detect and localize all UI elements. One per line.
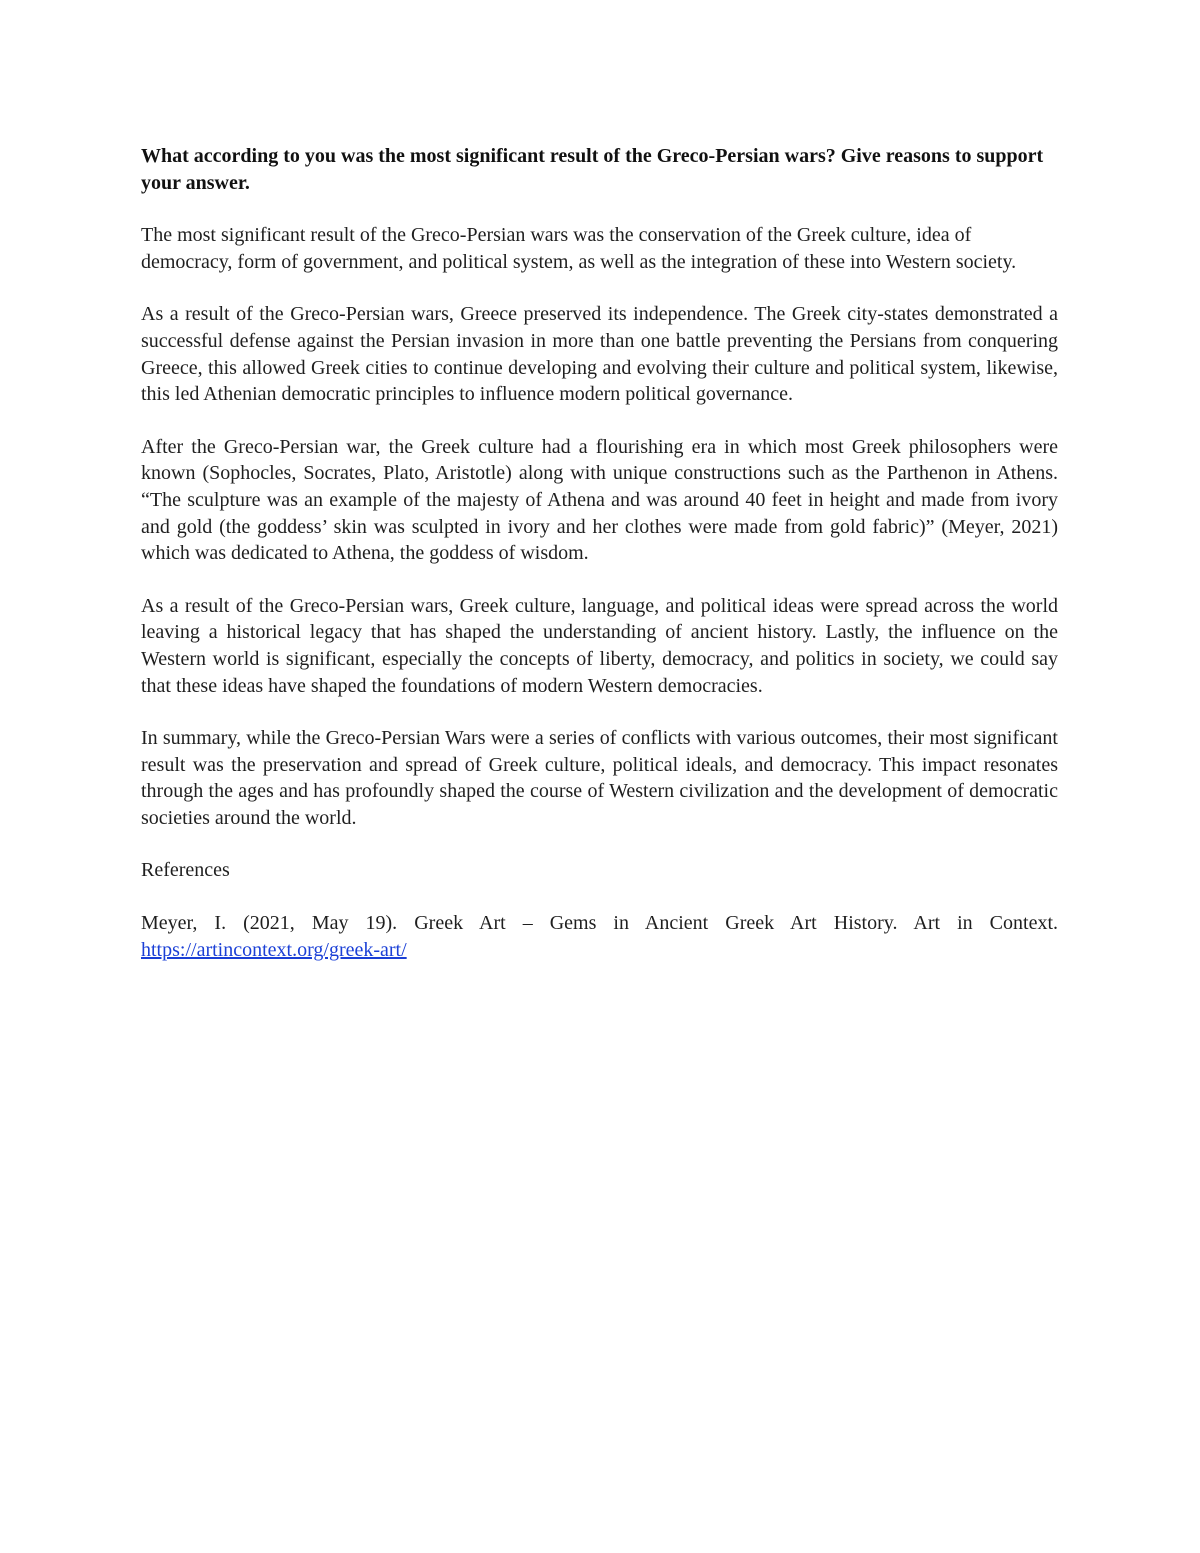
- paragraph-legacy: As a result of the Greco-Persian wars, Greek culture, language, and political ideas were spread across the world leaving a historical legacy that has shaped the understanding of ancient history. Lastly, the influence on the Western world is significant, especially the concepts of liberty, democracy, and politics in society, we could say that these ideas have shaped the foundations of modern Western democracies.: [141, 594, 1058, 697]
- paragraph-intro: The most significant result of the Greco-Persian wars was the conservation of the Greek culture, idea of democracy, form of government, and political system, as well as the integration of these into Western society.: [141, 224, 1017, 273]
- reference-citation: Meyer, I. (2021, May 19). Greek Art – Gems in Ancient Greek Art History. Art in Context.: [141, 912, 1058, 935]
- paragraph-summary: In summary, while the Greco-Persian Wars were a series of conflicts with various outcomes, their most significant result was the preservation and spread of Greek culture, political ideals, and democracy. This impact resonates through the ages and has profoundly shaped the course of Western civilization and the development of democratic societies around the world.: [141, 727, 1058, 829]
- paragraph-independence: As a result of the Greco-Persian wars, Greece preserved its independence. The Greek city-states demonstrated a successful defense against the Persian invasion in more than one battle preventing the Persians from conquering Greece, this allowed Greek cities to continue developing and evolving their culture and political system, likewise, this led Athenian democratic principles to influence modern political governance.: [141, 303, 1058, 406]
- reference-link[interactable]: https://artincontext.org/greek-art/: [141, 938, 407, 961]
- paragraph-culture: After the Greco-Persian war, the Greek culture had a flourishing era in which most Greek philosophers were known (Sophocles, Socrates, Plato, Aristotle) along with unique constructions such as the Parthenon in Athens. “The sculpture was an example of the majesty of Athena and was around 40 feet in height and made from ivory and gold (the goddess’ skin was sculpted in ivory and her clothes were made from gold fabric)” (Meyer, 2021) which was dedicated to Athena, the goddess of wisdom.: [141, 435, 1058, 565]
- document-body: [141, 143, 1058, 963]
- references-heading: References: [141, 859, 230, 882]
- question-heading: What according to you was the most significant result of the Greco-Persian wars? Give reasons to support your answer.: [141, 145, 1044, 194]
- reference-entry: [141, 910, 1058, 963]
